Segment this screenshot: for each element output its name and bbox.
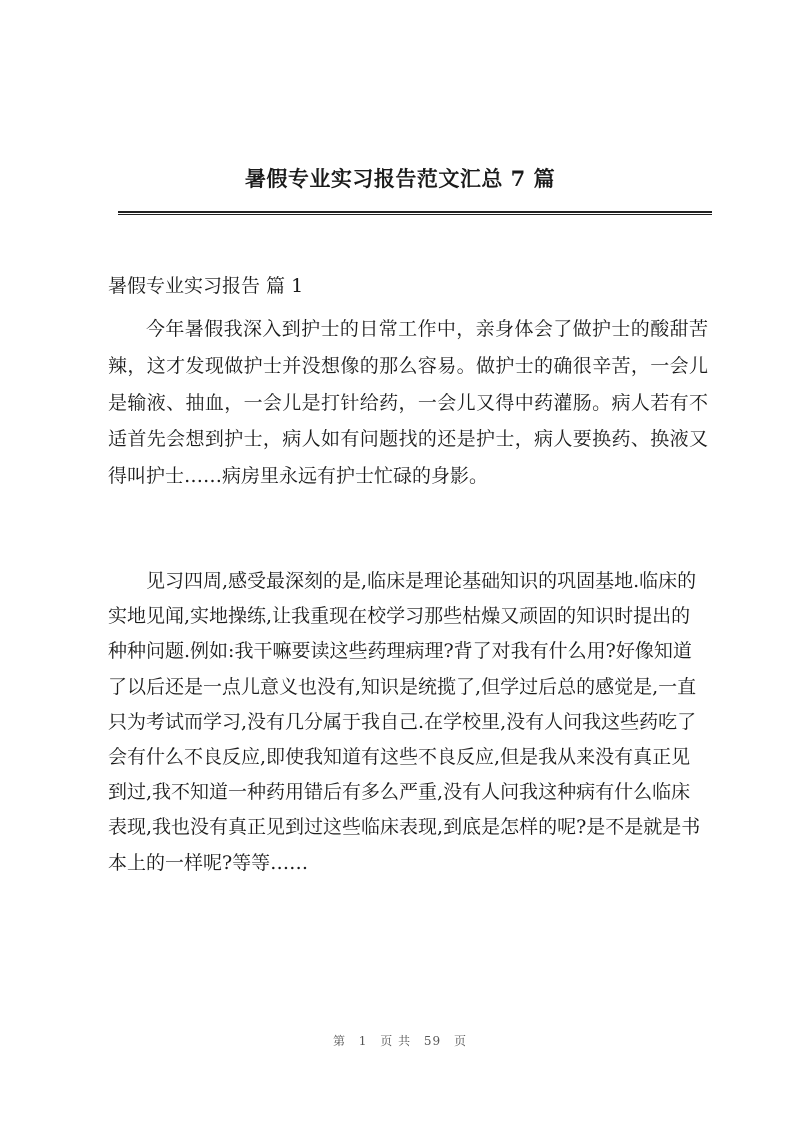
body-paragraph-2: 见习四周,感受最深刻的是,临床是理论基础知识的巩固基地.临床的实地见闻,实地操练,让我重现在校学习那些枯燥又顽固的知识时提出的种种问题.例如:我干嘛要读这些药理病理?背了对我有什么用?好像知道了以后还是一点儿意义也没有,知识是统揽了,但学过后总的感觉是,一直只为考试而学习,没有几分属于我自己.在学校里,没有人问我这些药吃了会有什么不良反应,即使我知道有这些不良反应,但是我从来没有真正见到过,我不知道一种药用错后有多么严重,没有人问我这种病有什么临床表现,我也没有真正见到过这些临床表现,到底是怎样的呢?是不是就是书本上的一样呢?等等……	[108, 570, 701, 874]
page-footer	[0, 1032, 800, 1049]
footer-total-pages: 59	[423, 1034, 442, 1048]
title-divider	[118, 211, 712, 215]
section-heading: 暑假专业实习报告 篇 1	[108, 275, 304, 297]
footer-label-of: 页 共	[380, 1034, 412, 1048]
page-title: 暑假专业实习报告范文汇总 7 篇	[244, 166, 556, 191]
body-paragraph-1: 今年暑假我深入到护士的日常工作中，亲身体会了做护士的酸甜苦辣，这才发现做护士并没想像的那么容易。做护士的确很辛苦，一会儿是输液、抽血，一会儿是打针给药，一会儿又得中药灌肠。病人若有不适首先会想到护士，病人如有问题找的还是护士，病人要换药、换液又得叫护士……病房里永远有护士忙碌的身影。	[108, 318, 708, 488]
footer-label-pages: 页	[454, 1034, 468, 1048]
footer-label-page: 第	[332, 1034, 346, 1048]
footer-current-page: 1	[358, 1034, 368, 1048]
